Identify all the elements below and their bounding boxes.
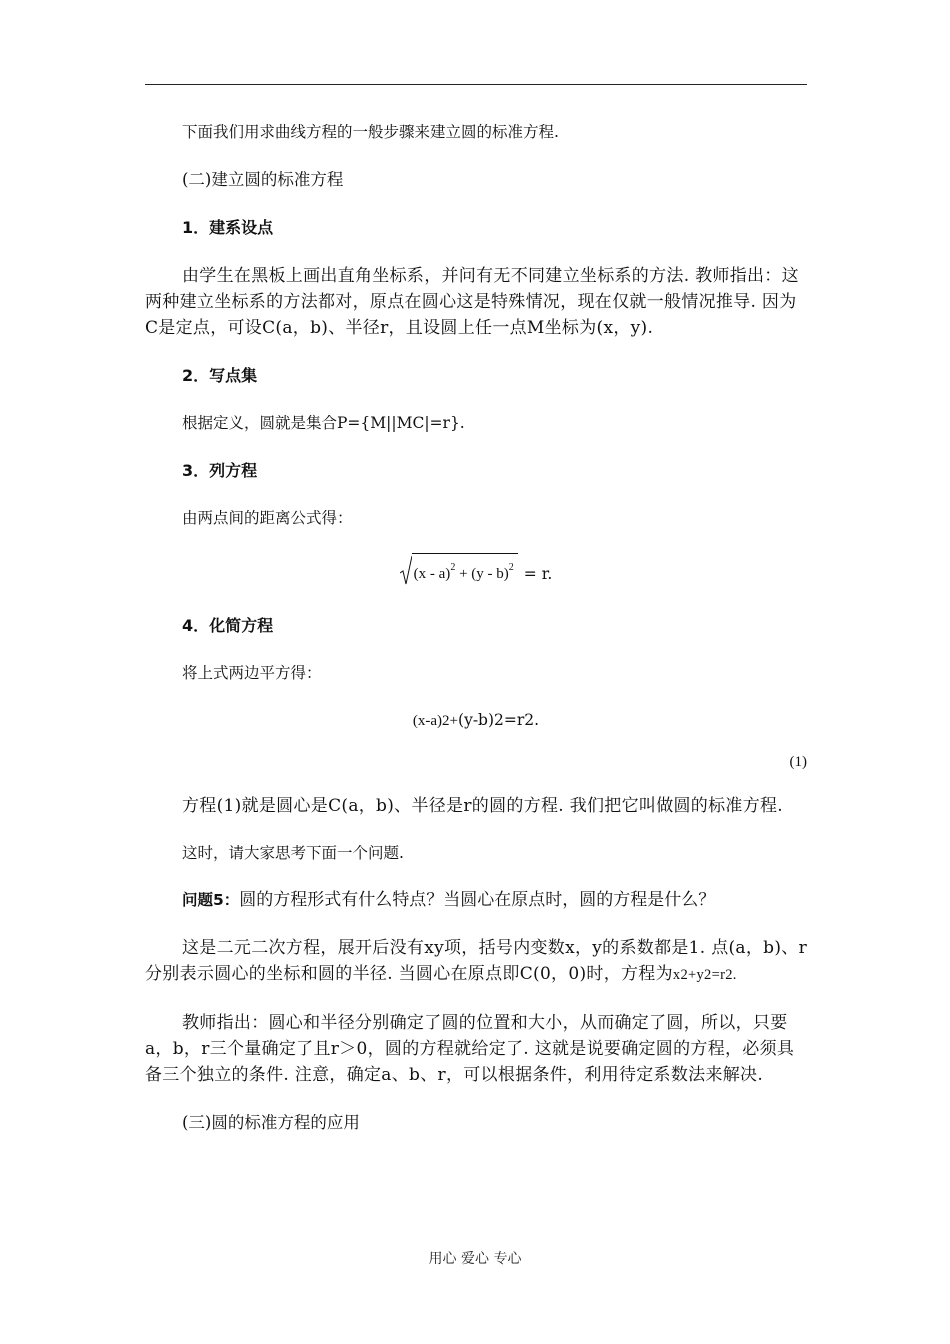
step2-paragraph: 根据定义，圆就是集合P={M||MC|=r}. [182,414,465,432]
formula-rhs: = r. [523,565,553,583]
page-footer: 用心 爱心 专心 [428,1251,522,1267]
distance-formula [145,553,807,589]
document-body [145,120,807,1158]
step4-paragraph: 将上式两边平方得： [182,664,322,682]
header-rule [145,84,807,85]
step2-heading: 2．写点集 [182,366,258,385]
teacher-paragraph: 教师指出：圆心和半径分别确定了圆的位置和大小，从而确定了圆，所以，只要a，b，r三个量确定了且r＞0，圆的方程就给定了. 这就是说要确定圆的方程，必须具备三个独立的条件. 注意，确定a、b、r，可以根据条件，利用待定系数法来解决. [145,1013,795,1085]
standard-equation-paragraph: 方程(1)就是圆心是C(a，b)、半径是r的圆的方程. 我们把它叫做圆的标准方程. [182,796,784,816]
question5-text: 圆的方程形式有什么特点？当圆心在原点时，圆的方程是什么？ [239,890,716,910]
step1-heading: 1．建系设点 [182,218,274,237]
radicand: (x - a)$^2$ + (y - b)$^2$ [412,553,518,585]
question5-label: 问题5： [182,891,240,909]
step3-paragraph: 由两点间的距离公式得： [182,509,353,527]
think-paragraph: 这时，请大家思考下面一个问题. [182,844,404,862]
section-heading-3: (三)圆的标准方程的应用 [182,1113,360,1132]
sqrt-sign-icon [400,555,412,585]
standard-equation: (x-a)2+(y-b)2=r2. [412,711,540,729]
equation-number: (1) [789,754,807,770]
intro-paragraph: 下面我们用求曲线方程的一般步骤来建立圆的标准方程. [182,123,559,141]
step3-heading: 3．列方程 [182,461,258,480]
question5-paragraph [145,888,807,913]
step4-heading: 4．化简方程 [182,616,274,635]
section-heading-2: (二)建立圆的标准方程 [182,170,344,189]
answer-paragraph: 这是二元二次方程，展开后没有xy项，括号内变数x，y的系数都是1. 点(a，b)、r分别表示圆心的坐标和圆的半径. 当圆心在原点即C(0，0)时，方程为x2+y2=r2. [145,938,808,984]
sqrt-expression [400,553,553,585]
step1-paragraph: 由学生在黑板上画出直角坐标系，并问有无不同建立坐标系的方法. 教师指出：这两种建立坐标系的方法都对，原点在圆心这是特殊情况，现在仅就一般情况推导. 因为C是定点，可设C(a，b)、半径r，且设圆上任一点M坐标为(x，y). [145,266,799,338]
